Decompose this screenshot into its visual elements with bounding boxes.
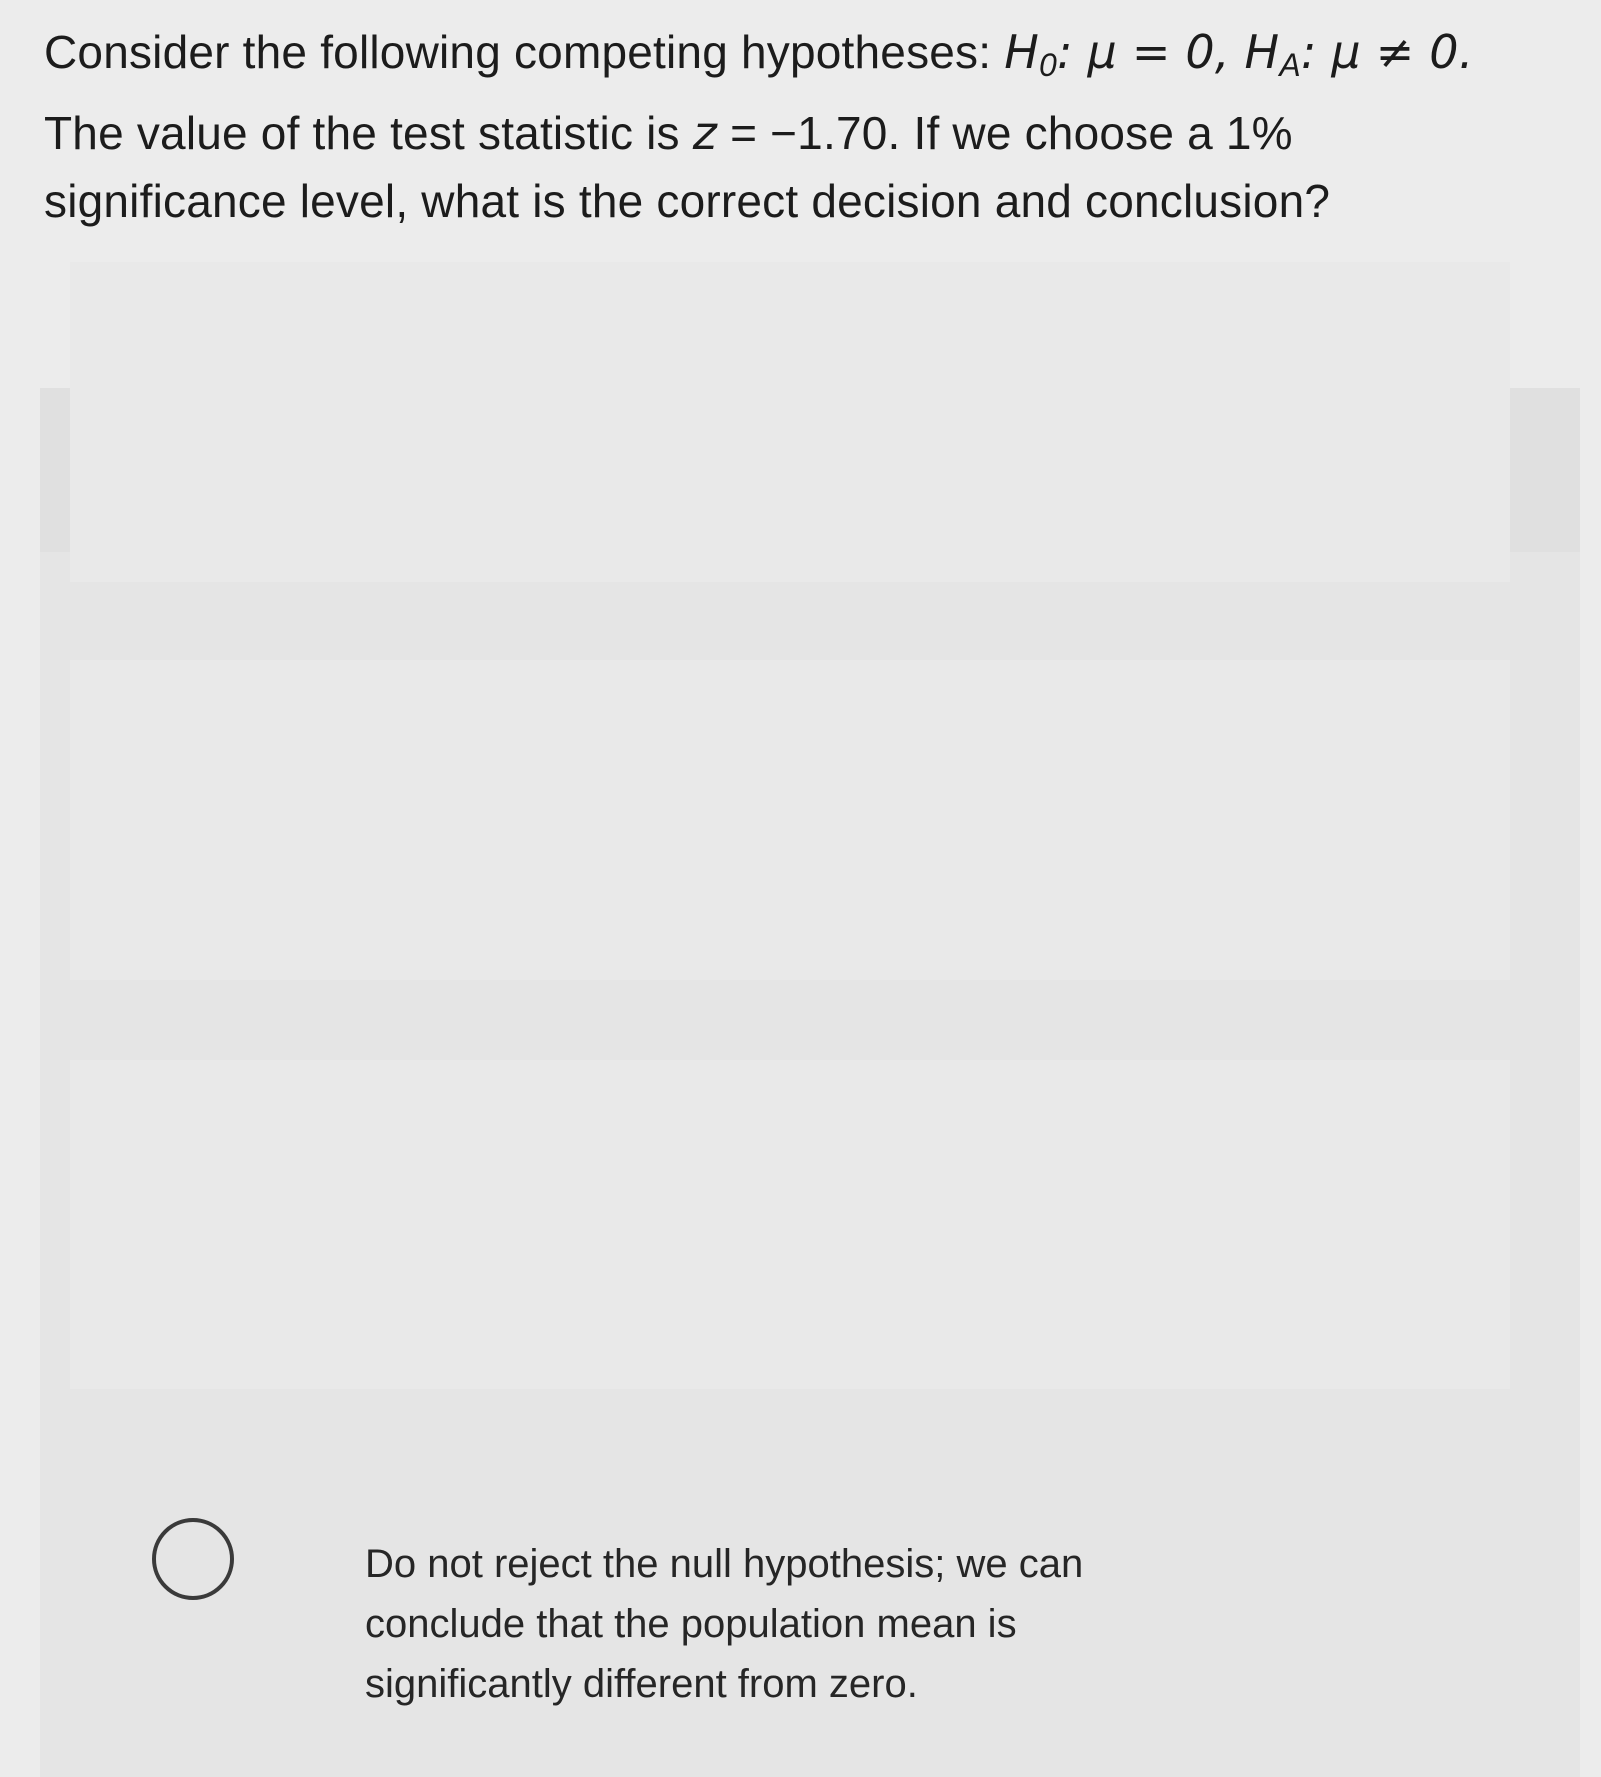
h0-symbol: H: [1004, 25, 1040, 79]
radio-button-option-3[interactable]: [152, 1518, 234, 1600]
h0-relation: : μ = 0,: [1057, 25, 1245, 79]
question-line3: significance level, what is the correct decision and conclusion?: [44, 175, 1331, 227]
choice-3-line-2: conclude that the population mean is: [365, 1602, 1017, 1646]
question-line2-b: = −1.70. If we choose a 1%: [717, 107, 1293, 159]
question-intro: Consider the following competing hypotheses:: [44, 26, 1005, 78]
choice-3-line-3: significantly different from zero.: [365, 1662, 918, 1706]
choice-option-1[interactable]: [70, 262, 1510, 582]
ha-subscript: A: [1279, 47, 1301, 83]
choice-label-3[interactable]: [365, 1534, 1265, 1714]
choice-option-3[interactable]: [70, 1060, 1510, 1389]
ha-relation: : μ ≠ 0.: [1300, 25, 1474, 79]
choice-3-line-1: Do not reject the null hypothesis; we can: [365, 1542, 1084, 1586]
choice-option-2[interactable]: [70, 660, 1510, 980]
z-symbol: z: [692, 106, 718, 160]
question-text: [44, 18, 1564, 235]
h0-subscript: 0: [1039, 47, 1058, 83]
question-line2-a: The value of the test statistic is: [44, 107, 693, 159]
ha-symbol: H: [1244, 25, 1280, 79]
